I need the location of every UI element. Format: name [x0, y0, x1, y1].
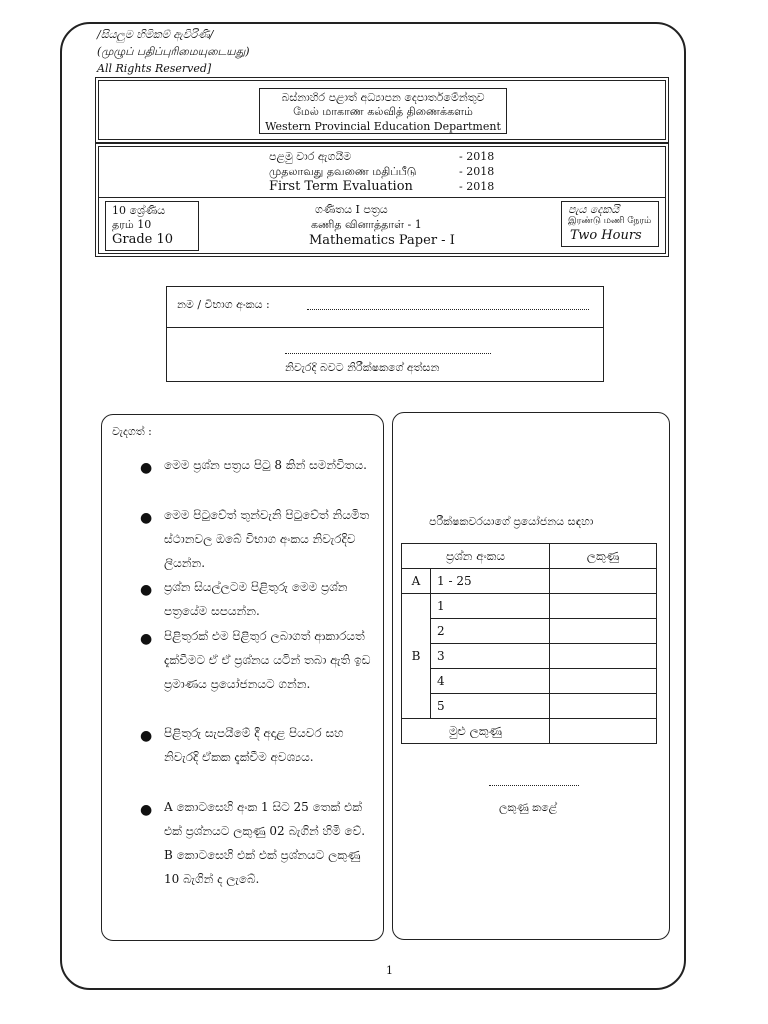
department-box [98, 80, 666, 140]
bullet-icon: ● [140, 631, 153, 647]
table-row [402, 594, 657, 619]
instruction-item: A කොටසෙහි අංක 1 සිට 25 තෙක් එක් එක් ප්‍රශ්නයට ලකුණු 02 බැගින් හිමි වේ. B කොටසෙහි එක් එක් ප්‍රශ්නයට ලකුණු 10 බැගින් ද ලැබේ. [164, 800, 366, 886]
instruction-item: මෙම පිටුවේත් තුන්වැනි පිටුවේත් නියමිත ස්ථානවල ඔබේ විභාග අංකය නිවැරදිව ලියන්න. [164, 508, 370, 570]
table-row [402, 569, 657, 594]
question-number: 4 [431, 669, 550, 694]
instructions-heading: වැදගත් : [112, 425, 152, 438]
signature-line[interactable] [285, 353, 491, 354]
instruction-item: පිළිතුරු සැපයීමේ දී අදාළ පියවර සහ නිවැරදි ඒකක දැක්වීම අවශ්‍යය. [164, 726, 344, 764]
paper-english: Mathematics Paper - I [309, 233, 455, 248]
marks-cell[interactable] [550, 619, 657, 644]
name-label: නම / විභාග අංකය : [177, 298, 270, 311]
table-row [402, 719, 657, 744]
table-header-row [402, 544, 657, 569]
copyright-sinhala: /සියලුම හිමිකම් ඇවිරිණි/ [97, 28, 214, 41]
grade-box [105, 201, 199, 251]
evaluation-year-english: - 2018 [459, 180, 495, 193]
instruction-item: ප්‍රශ්න සියල්ලටම පිළිතුරු මෙම ප්‍රශ්න පත්‍රයේම සපයන්න. [164, 580, 348, 618]
marks-cell[interactable] [550, 569, 657, 594]
section-a-range: 1 - 25 [431, 569, 550, 594]
page-number: 1 [386, 964, 393, 977]
evaluation-english: First Term Evaluation [269, 179, 413, 194]
bullet-icon: ● [140, 510, 153, 526]
copyright-tamil: (முழுப் பதிப்புரிமையுடையது) [97, 45, 250, 58]
section-a-label: A [402, 569, 431, 594]
instruction-item: පිළිතුරක් එම පිළිතුර ලබාගත් ආකාරයත් දැක්වීමට ඒ ඒ ප්‍රශ්නය යටින් තබා ඇති ඉඩ ප්‍රමාණය ප්‍රයෝජනයට ගන්න. [164, 629, 371, 691]
total-marks-cell[interactable] [550, 719, 657, 744]
paper-tamil: கணித வினாத்தாள் - 1 [311, 218, 422, 231]
copyright-english: All Rights Reserved] [97, 62, 212, 75]
examiner-heading: පරීක්ෂකවරයාගේ ප්‍රයෝජනය සඳහා [429, 515, 594, 528]
bullet-icon: ● [140, 802, 153, 818]
grade-sinhala: 10 ශ්‍රේණිය [112, 204, 166, 217]
header-divider [99, 197, 665, 198]
bullet-icon: ● [140, 728, 153, 744]
duration-english: Two Hours [570, 228, 642, 243]
candidate-divider [167, 327, 603, 328]
candidate-box [166, 286, 604, 382]
total-label: මුළු ලකුණු [402, 719, 550, 744]
marks-table [401, 543, 657, 744]
signature-label: නිවැරදි බවට නිරීක්ෂකගේ අත්සන [285, 361, 440, 374]
evaluation-sinhala: පළමු වාර ඇගයීම [269, 150, 352, 163]
exam-header [98, 146, 666, 254]
question-number: 2 [431, 619, 550, 644]
name-input-line[interactable] [307, 309, 589, 310]
examiner-panel [392, 412, 670, 940]
evaluation-year-tamil: - 2018 [459, 165, 495, 178]
section-b-label: B [402, 594, 431, 719]
grade-english: Grade 10 [112, 232, 174, 247]
table-row [402, 694, 657, 719]
evaluation-year-sinhala: - 2018 [459, 150, 495, 163]
question-number-header: ප්‍රශ්න අංකය [402, 544, 550, 569]
question-number: 5 [431, 694, 550, 719]
marks-cell[interactable] [550, 694, 657, 719]
marker-label: ලකුණු කළේ [499, 801, 557, 814]
marks-cell[interactable] [550, 669, 657, 694]
instruction-item: මෙම ප්‍රශ්න පත්‍රය පිටු 8 කින් සමන්විතය. [164, 458, 367, 472]
marks-cell[interactable] [550, 644, 657, 669]
department-english: Western Provincial Education Department [265, 120, 501, 133]
duration-sinhala: පැය දෙකයි [568, 203, 620, 216]
table-row [402, 644, 657, 669]
duration-box [561, 201, 659, 247]
department-tamil: மேல் மாகாண கல்வித் திணைக்களம் [293, 105, 473, 118]
marks-header: ලකුණු [550, 544, 657, 569]
bullet-icon: ● [140, 460, 153, 476]
department-title-box [259, 88, 507, 134]
question-number: 3 [431, 644, 550, 669]
duration-tamil: இரண்டு மணி நேரம் [568, 216, 652, 226]
grade-tamil: தரம் 10 [112, 218, 152, 231]
marker-signature-line[interactable] [489, 785, 579, 786]
department-sinhala: බස්නාහිර පළාත් අධ්‍යාපන දෙපාර්තමේන්තුව [281, 91, 485, 104]
paper-sinhala: ගණිතය I පත්‍රය [315, 203, 388, 216]
bullet-icon: ● [140, 582, 153, 598]
table-row [402, 669, 657, 694]
table-row [402, 619, 657, 644]
evaluation-tamil: முதலாவது தவணை மதிப்பீடு [269, 165, 417, 178]
instructions-panel [101, 414, 384, 941]
marks-cell[interactable] [550, 594, 657, 619]
question-number: 1 [431, 594, 550, 619]
